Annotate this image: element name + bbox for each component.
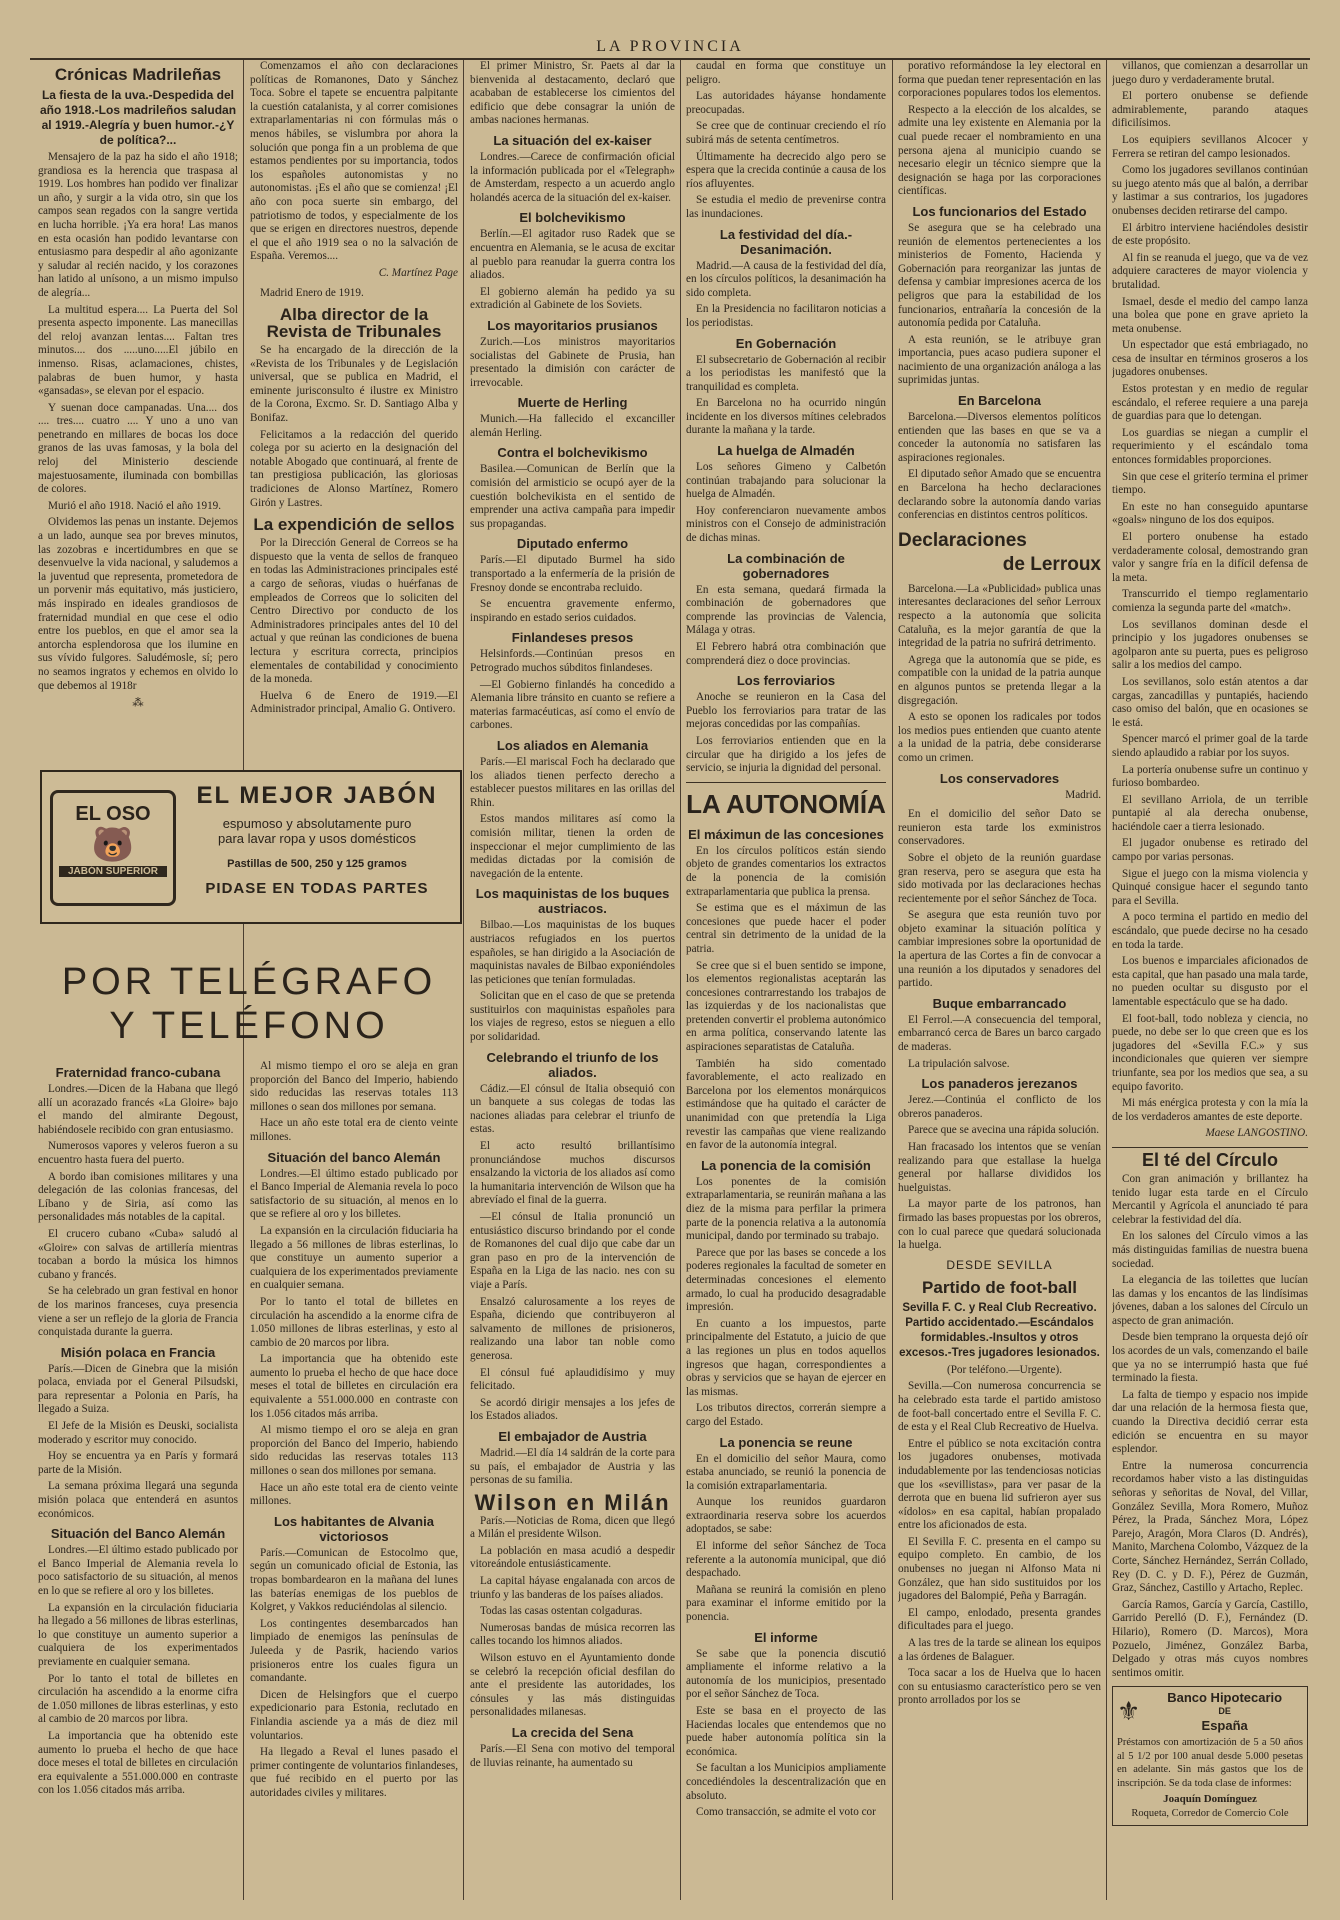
- paragraph: Se acordó dirigir mensajes a los jefes de los Estados aliados.: [470, 1396, 675, 1423]
- paragraph: Bilbao.—Los maquinistas de los buques austriacos refugiados en los puertos españoles, se han dirigido a la Asociación de maquinistas navales de Bilbao exponiéndoles las peticiones que tenían formuladas.: [470, 919, 675, 986]
- headline: La situación del ex-kaiser: [493, 132, 652, 148]
- paragraph: Cádiz.—El cónsul de Italia obsequió con un banquete a sus colegas de todas las naciones aliadas para celebrar el triunfo de estas.: [470, 1082, 675, 1136]
- paragraph: Los sevillanos dominan desde el principio y los jugadores onubenses se agolparon ante su puerta, pues es peligroso salir a los medios del campo.: [1112, 618, 1308, 672]
- headline: Wilson en Milán: [474, 1489, 671, 1515]
- paragraph: El acto resultó brillantísimo pronunciándose muchos discursos ensalzando la victoria de los aliados así como la humanitaria intervención de Wilson que ha abrevíado el final de la guerra.: [470, 1140, 675, 1207]
- paragraph: Se sabe que la ponencia discutió ampliamente el informe relativo a la autonomía de los municipios, presentado por el señor Sánchez de Toca.: [686, 1647, 886, 1701]
- paragraph: El Ferrol.—A consecuencia del temporal, embarrancó cerca de Bares un barco cargado de maderas.: [898, 1013, 1101, 1054]
- paragraph: A esta reunión, se le atribuye gran importancia, pues acaso pudiera suponer el nacimiento de una organización análoga a las suprimidas juntas.: [898, 333, 1101, 387]
- paragraph: Wilson estuvo en el Ayuntamiento donde se celebró la recepción oficial desfilan do ante el presidente las autoridades, los cónsules y las más distinguidas personalidades milanesas.: [470, 1652, 675, 1719]
- paragraph: El foot-ball, todo nobleza y ciencia, no puede, no debe ser lo que creen que es los jugadores del «Sevilla F.C.» y sus incondicionales que quieren ver siempre triunfante, sea por los medios que sea, a su equipo favorito.: [1112, 1012, 1308, 1093]
- headline: El máximun de las concesiones: [688, 826, 884, 842]
- paragraph: Huelva 6 de Enero de 1919.—El Administrador principal, Amalio G. Ontivero.: [250, 689, 458, 716]
- paragraph: Los buenos e imparciales aficionados de esta capital, que han pasado una mala tarde, no pueden ocultar su disgusto por el lamentable espectáculo que se ha dado.: [1112, 955, 1308, 1008]
- bank-advertisement: [1112, 1686, 1308, 1825]
- brand-slogan: JABÓN SUPERIOR: [59, 866, 167, 877]
- paragraph: El crucero cubano «Cuba» saludó al «Gloire» con salvas de artillería mientras tocaban a bordo la música los himnos cubano y francés.: [38, 1227, 238, 1281]
- soap-advertisement: [40, 770, 462, 924]
- paragraph: París.—El mariscal Foch ha declarado que los aliados tienen perfecto derecho a establecer puestos militares en las orillas del Rhin.: [470, 755, 675, 809]
- paragraph: En el domicilio del señor Maura, como estaba anunciado, se reunió la ponencia de la comisión extraparlamentaria.: [686, 1452, 886, 1492]
- signature: C. Martínez Page: [378, 266, 458, 279]
- paragraph: El sevillano Arriola, de un terrible puntapié al ala derecha onubense, haciéndole caer a tierra lesionado.: [1112, 793, 1308, 833]
- paragraph: Sevilla.—Con numerosa concurrencia se ha celebrado esta tarde el partido amistoso de foot-ball concertado entre el Sevilla F. C. de esta y el Real Club Recreativo de Huelva.: [898, 1380, 1101, 1434]
- paragraph: Como transacción, se admite el voto cor: [696, 1806, 876, 1819]
- dateline: Madrid.: [1065, 788, 1101, 801]
- paragraph: La elegancia de las toilettes que lucían las damas y los encantos de las lindísimas jóvenes, daban a los salones del Círculo un aspecto de gran animación.: [1112, 1274, 1308, 1327]
- headline: El informe: [754, 1629, 818, 1645]
- bank-agent: Joaquín Domínguez: [1163, 1793, 1257, 1806]
- paragraph: También ha sido comentado favorablemente, el acto realizado en Barcelona por los elementos monárquicos estimándose que ha quitado el carácter de unanimidad con que pretendía la Liga revestir las campañas que viene realizando en favor de la autonomía integral.: [686, 1057, 886, 1152]
- column-4: [686, 60, 886, 1900]
- ad-line: para lavar ropa y usos domésticos: [218, 831, 416, 846]
- column-rule: [680, 60, 681, 1900]
- headline: En Barcelona: [957, 393, 1042, 409]
- paragraph: El jugador onubense es retirado del campo por varias personas.: [1112, 837, 1308, 864]
- paragraph: Los ferroviarios entienden que en la circular que ha dirigido a los jefes de servicio, se injuria la dignidad del personal.: [686, 734, 886, 775]
- paragraph: Al fin se reanuda el juego, que va de vez adquiere caracteres de mayor violencia y brutalidad.: [1112, 251, 1308, 291]
- paragraph: Se estima que es el máximun de las concesiones que puede hacer el poder central sin detrimento de la unidad de la patria.: [686, 902, 886, 955]
- paragraph: Por la Dirección General de Correos se ha dispuesto que la venta de sellos de franqueo en todas las Administraciones principales esté a cargo de señoras, viudas o huérfanas de empleados de Correos que lo soliciten del Centro Directivo por conducto de los Administradores principales antes del 10 del actual y que reúnan las condiciones de buena lectura y escritura correcta, principios elementales de contabilidad y conocimiento de la moneda.: [250, 537, 458, 686]
- paragraph: Los señores Gimeno y Calbetón continúan trabajando para solucionar la huelga de Almadén.: [686, 461, 886, 501]
- paragraph: París.—Dicen de Ginebra que la misión polaca, enviada por el General Pilsudski, para representar a Polonia en París, ha llegado a Suiza.: [38, 1362, 238, 1416]
- paragraph: Hace un año este total era de ciento veinte millones.: [250, 1481, 458, 1508]
- paragraph: Se estudia el medio de prevenirse contra las inundaciones.: [686, 194, 886, 220]
- article-title: Crónicas Madrileñas: [54, 65, 222, 84]
- paragraph: García Ramos, García y García, Castillo, Garrido Perelló (D. F.), Fernández (D. Hilario), Romero (D. Marcos), Mora Pozuelo, Jiménez, González Barba, Delgado y otras más cuyos nombres sentimos omitir.: [1112, 1598, 1308, 1679]
- paragraph: Se encuentra gravemente enfermo, inspirando en estado serios cuidados.: [470, 598, 675, 624]
- paragraph: Parece que se avecina una rápida solución.: [908, 1124, 1100, 1137]
- paragraph: Todas las casas ostentan colgaduras.: [480, 1605, 643, 1618]
- paragraph: Ismael, desde el medio del campo lanza una bolea que pone en grave aprieto la meta onubense.: [1112, 295, 1308, 335]
- paragraph: El primer Ministro, Sr. Paets al dar la bienvenida al destacamento, declaró que acababan de establecerse los cimientos del edificio que debe consagrar la unión de ambas naciones hermanas.: [470, 60, 675, 127]
- headline: Situación del banco Alemán: [267, 1149, 441, 1165]
- headline: La ponencia se reune: [719, 1434, 853, 1450]
- paragraph: En este no han conseguido apuntarse «goals» ninguno de los dos equipos.: [1112, 500, 1308, 527]
- paragraph: Solicitan que en el caso de que se pretenda sustituirlos con maquinistas españoles para los viajes de regreso, estos se nieguen a ello por solidaridad.: [470, 990, 675, 1044]
- paragraph: El informe del señor Sánchez de Toca referente a la autonomía municipal, que dió despachado.: [686, 1540, 886, 1580]
- paragraph: Madrid.—El día 14 saldrán de la corte para su país, el embajador de Austria y las personas de su familia.: [470, 1446, 675, 1487]
- paragraph: Los equipiers sevillanos Alcocer y Ferrera se retiran del campo lesionados.: [1112, 133, 1308, 160]
- bear-icon: 🐻: [91, 826, 135, 864]
- headline: Misión polaca en Francia: [60, 1344, 216, 1360]
- paragraph: En la Presidencia no facilitaron noticias a los periodistas.: [686, 303, 886, 329]
- bank-country: España: [1201, 1717, 1248, 1733]
- paragraph: Al mismo tiempo el oro se aleja en gran proporción del Banco del Imperio, habiendo sido reducidas las reservas totales 113 millones o sean dos millones por semana.: [250, 1424, 458, 1478]
- headline: La combinación de gobernadores: [727, 550, 845, 581]
- paragraph: París.—Noticias de Roma, dicen que llegó a Milán el presidente Wilson.: [470, 1514, 675, 1541]
- paragraph: Barcelona.—La «Publicidad» publica unas interesantes declaraciones del señor Lerroux respecto a la autonomía que solicita Cataluña, es la mejor garantía de que la integridad de la patria no sufrirá detrimento.: [898, 582, 1101, 650]
- paragraph: La importancia que ha obtenido este aumento lo prueba el hecho de que hace doce meses el total de billetes en circulación era equivalente a 551.000.000 en contraste con los 1.056 citados más arriba.: [250, 1353, 458, 1420]
- signature: Maese LANGOSTINO.: [1205, 1127, 1308, 1140]
- headline: Los habitantes de Alvania victoriosos: [274, 1513, 434, 1544]
- paragraph: Toca sacar a los de Huelva que lo hacen con su entusiasmo característico pero se ven pronto arrollados por los se: [898, 1667, 1101, 1707]
- paragraph: Parece que por las bases se concede a los poderes regionales la facultad de someter en determinadas concesiones el elemento armado, lo cual ha producido desagradable impresión.: [686, 1246, 886, 1314]
- paragraph: Jerez.—Continúa el conflicto de los obreros panaderos.: [898, 1094, 1101, 1120]
- paragraph: Mensajero de la paz ha sido el año 1918; grandiosa es la herencia que traspasa al 1919. Los hombres han podido ver finalizar un año, y surgir a la vida otro, sin que los campos sean regados con la sangre vertida en lucha horrible. ¡Ya era hora! Las manos en esta ocasión han podido levantarse con entusiasmo para despedir al año agonizante y saludar al recién nacido, y los corazones han latido al unísono, a un mismo impulso de alegría...: [38, 151, 238, 299]
- bank-name: [1146, 1691, 1303, 1732]
- paragraph: A las tres de la tarde se alinean los equipos a las órdenes de Balaguer.: [898, 1637, 1101, 1663]
- paragraph: Respecto a la elección de los alcaldes, se admite una ley existente en Alemania por la cual puede recaer el nombramiento en una persona ajena al municipio cuando se necesario elegir un técnico siempre que la designación se haga por las corporaciones científicas.: [898, 103, 1101, 198]
- paragraph: villanos, que comienzan a desarrollar un juego duro y verdaderamente brutal.: [1112, 60, 1308, 86]
- paragraph: Las autoridades háyanse hondamente preocupadas.: [686, 90, 886, 116]
- paragraph: Como los jugadores sevillanos continúan su juego atento más que al balón, a derribar y lastimar a sus contrarios, los jugadores onubenses deciden retirarse del campo.: [1112, 164, 1308, 217]
- paragraph: porativo reformándose la ley electoral en forma que puedan tener representación en las corporaciones populares todos los elementos.: [898, 60, 1101, 100]
- paragraph: A esto se oponen los radicales por todos los medios pues entienden que cuanto atente a la unidad de la patria, debe considerarse como un crimen.: [898, 711, 1101, 764]
- paragraph: Por lo tanto el total de billetes en circulación ha ascendido a la enorme cifra de 1.050 millones de libras esterlinas, y esto al cambio de 20 marcos por libra.: [250, 1295, 458, 1349]
- paragraph: Al mismo tiempo el oro se aleja en gran proporción del Banco del Imperio, habiendo sido reducidas las reservas totales 113 millones o sean dos millones por semana.: [250, 1060, 458, 1113]
- headline: El bolchevikismo: [519, 210, 626, 226]
- paragraph: París.—El diputado Burmel ha sido transportado a la enfermería de la prisión de Fresnoy donde se encontraba recluido.: [470, 554, 675, 594]
- paragraph: La capital háyase engalanada con arcos de triunfo y las banderas de los países aliados.: [470, 1575, 675, 1601]
- paragraph: Sigue el juego con la misma violencia y Quinqué consigue hacer el segundo tanto para el Sevilla.: [1112, 867, 1308, 907]
- headline: Los ferroviarios: [736, 673, 836, 689]
- column-3: [470, 60, 675, 1900]
- headline: Fraternidad franco-cubana: [55, 1065, 221, 1080]
- ad-line: PIDASE EN TODAS PARTES: [205, 880, 429, 897]
- paragraph: Entre la numerosa concurrencia recordamos haber visto a las distinguidas señoras y señoritas de Noval, del Villar, González Sevilla, Mora Romero, Muñoz Pérez, la Prada, Sánchez Mora, López Parejo, Aragón, Mora Claros (D. Andrés), Manito, Marchena Colombo, Vázquez de la Corte, Sánchez Hernández, Serrán Collado, Rey (D. C. y D. F.), Pérez de Guzmán, Graz, Sánchez, Castillo y Artacho, Replec.: [1112, 1459, 1308, 1595]
- masthead: LA PROVINCIA: [30, 36, 1310, 60]
- paragraph: La tripulación salvose.: [908, 1057, 1010, 1070]
- section-title-line: POR TELÉGRAFO: [61, 961, 437, 1003]
- paragraph: Anoche se reunieron en la Casa del Pueblo los ferroviarios para tratar de las mejoras concedidas por las compañías.: [686, 691, 886, 731]
- paragraph: Un espectador que está embriagado, no cesa de insultar en términos groseros a los jugadores onubenses.: [1112, 339, 1308, 379]
- brand-name: EL OSO: [75, 803, 151, 825]
- separator: ⁂: [132, 697, 144, 710]
- paragraph: La expansión en la circulación fiduciaria ha llegado a 56 millones de libras esterlinas, lo que constituye un aumento superior a cualquiera de los experimentados previamente en cualquier semana.: [250, 1224, 458, 1292]
- paragraph: En los círculos políticos están siendo objeto de grandes comentarios los extractos de la ponencia de la comisión extraparlamentaria que publica la prensa.: [686, 844, 886, 898]
- paragraph: —El Gobierno finlandés ha concedido a Alemania libre tránsito en cuanto se refiere a materias farmacéuticas, así como el envío de carbones.: [470, 678, 675, 732]
- paragraph: El cónsul fué aplaudidísimo y muy felicitado.: [470, 1366, 675, 1393]
- paragraph: Sin que cese el griterío termina el primer tiempo.: [1112, 470, 1308, 497]
- paragraph: Londres.—Carece de confirmación oficial la información publicada por el «Telegraph» de Amsterdam, respecto a un acuerdo anglo holandés acerca de la situación del ex-kaiser.: [470, 150, 675, 204]
- paragraph: Helsinfords.—Continúan presos en Petrogrado muchos súbditos finlandeses.: [470, 648, 675, 674]
- paragraph: Estos mandos militares así como la comisión militar, tienen la orden de inspeccionar el mejor cumplimiento de las medidas dictadas por la comisión de navegación de la entente.: [470, 813, 675, 880]
- paragraph: Los sevillanos, solo están atentos a dar cargas, zancadillas y puntapiés, haciendo caso omiso del balón, que en ocasiones se le está.: [1112, 675, 1308, 729]
- paragraph: Munich.—Ha fallecido el excanciller alemán Herling.: [470, 413, 675, 439]
- paragraph: La semana próxima llegará una segunda misión polaca que entenderá en asuntos económicos.: [38, 1480, 238, 1520]
- section-title-line: Y TELÉFONO: [109, 1005, 389, 1047]
- paragraph: El campo, enlodado, presenta grandes dificultades para el juego.: [898, 1606, 1101, 1633]
- column-rule: [463, 60, 464, 1900]
- paragraph: Spencer marcó el primer goal de la tarde siendo aplaudido a rabiar por los suyos.: [1112, 733, 1308, 759]
- paragraph: La multitud espera.... La Puerta del Sol presenta aspecto imponente. Las manecillas del reloj avanzan lentas.... Faltan tres minutos.... dos .....uno.....El júbilo en inmenso. Risas, aclamaciones, chistes, palabras de buen humor, y hasta «gansadas», se elevan por el espacio.: [38, 303, 238, 398]
- column-2-top: [250, 60, 458, 750]
- paragraph: Se ha celebrado un gran festival en honor de los marinos franceses, cuya presencia viene a ser un reflejo de la gloria de Francia conquistada durante la guerra.: [38, 1285, 238, 1339]
- subheadline: Sevilla F. C. y Real Club Recreativo. Partido accidentado.—Escándalos formidables.-Insultos y otros excesos.-Tres jugadores lesionados.: [899, 1301, 1100, 1359]
- headline: Diputado enfermo: [516, 536, 629, 552]
- paragraph: (Por teléfono.—Urgente).: [946, 1363, 1063, 1376]
- paragraph: El gobierno alemán ha pedido ya su extradición al Gabinete de los Soviets.: [470, 285, 675, 312]
- headline: Contra el bolchevikismo: [497, 445, 648, 461]
- headline: Los aliados en Alemania: [496, 737, 649, 753]
- headline: El té del Círculo: [1112, 1147, 1308, 1169]
- headline: Los funcionarios del Estado: [912, 203, 1087, 219]
- column-5: [898, 60, 1101, 1900]
- paragraph: Los tributos directos, correrán siempre a cargo del Estado.: [686, 1402, 886, 1428]
- paragraph: Los contingentes desembarcados han limpiado de enemigos las penínsulas de Juleeda y de Pasrik, haciendo varios prisioneros entre los cuales figura un comandante.: [250, 1617, 458, 1685]
- headline: Partido de foot-ball: [922, 1277, 1077, 1297]
- headline: Celebrando el triunfo de los aliados.: [486, 1049, 659, 1080]
- paragraph: La expansión en la circulación fiduciaria ha llegado a 56 millones de libras esterlinas, lo que constituye un aumento superior a cualquiera de los experimentados previamente en cualquier semana.: [38, 1601, 238, 1668]
- headline: Finlandeses presos: [511, 630, 634, 646]
- headline: Alba director de la Revista de Tribunales: [266, 305, 442, 342]
- paragraph: Londres.—Dicen de la Habana que llegó allí un acorazado francés «La Gloire» bajo el mando del almirante Degoust, habiéndosele recibido con gran entusiasmo.: [38, 1083, 238, 1136]
- headline: La huelga de Almadén: [717, 443, 855, 459]
- paragraph: El subsecretario de Gobernación al recibir a los periodistas les manifestó que la tranquilidad es completa.: [686, 353, 886, 393]
- column-2-bottom: [250, 1060, 458, 1900]
- paragraph: Con gran animación y brillantez ha tenido lugar esta tarde en el Círculo Mercantil y Agrícola el anunciado té para celebrar la festividad del día.: [1112, 1172, 1308, 1226]
- paragraph: Han fracasado los intentos que se venían realizando para que estallase la huelga general por hallarse divididos los huelguistas.: [898, 1141, 1101, 1194]
- paragraph: En esta semana, quedará firmada la combinación de gobernadores que comprende las provincias de Valencia, Málaga y otras.: [686, 583, 886, 637]
- paragraph: Desde bien temprano la orquesta dejó oír los acordes de un vals, comenzando el baile que ya no se interrumpió hasta que fué terminado la fiesta.: [1112, 1331, 1308, 1385]
- paragraph: Londres.—El último estado publicado por el Banco Imperial de Alemania revela lo poco satisfactorio de su situación, al menos en lo que se refiere al oro y los billetes.: [38, 1544, 238, 1597]
- paragraph: En los salones del Círculo vimos a las más distinguidas familias de nuestra buena sociedad.: [1112, 1230, 1308, 1270]
- soap-ad-text: [182, 782, 452, 897]
- paragraph: Se asegura que esta reunión tuvo por objeto examinar la situación política y cambiar impresiones sobre la oportunidad de la apertura de las Cortes a fin de convocar a una reunión a los diputados y senadores del partido.: [898, 909, 1101, 990]
- paragraph: Zurich.—Los ministros mayoritarios socialistas del Gabinete de Prusia, han presentado la dimisión con carácter de irrevocable.: [470, 335, 675, 389]
- paragraph: Se asegura que se ha celebrado una reunión de elementos pertenecientes a los ministerios de Fomento, Hacienda y Gobernación para reorganizar las juntas de defensa y cambiar impresiones acerca de los peligros que para la estabilidad de los funcionarios, entrañaría la concesión de la autonomía pedida por Cataluña.: [898, 221, 1101, 330]
- column-6: [1112, 60, 1308, 1900]
- paragraph: La falta de tiempo y espacio nos impide dar una relación de la hermosa fiesta que, cuando la Directiva decidió cerrar esta edición se encuentra en su mayor esplendor.: [1112, 1388, 1308, 1456]
- ad-headline: EL MEJOR JABÓN: [196, 782, 438, 809]
- paragraph: Agrega que la autonomía que se pide, es compatible con la unidad de la patria aunque en algunos puntos se pretenda llegar a la disgregación.: [898, 653, 1101, 707]
- paragraph: Se facultan a los Municipios ampliamente concediéndoles la descentralización que en absoluto.: [686, 1762, 886, 1802]
- column-1-top: [38, 60, 238, 750]
- article-subtitle: La fiesta de la uva.-Despedida del año 1918.-Los madrileños saludan al 1919.-Alegría y buen humor.-¿Y de política?...: [39, 88, 237, 147]
- paragraph: Barcelona.—Diversos elementos políticos entienden que las bases en que se va a conceder la autonomía no satisfaren las aspiraciones regionales.: [898, 411, 1101, 464]
- headline: Buque embarrancado: [932, 995, 1067, 1011]
- paragraph: A poco termina el partido en medio del escándalo, que puede decirse no ha cesado en toda la tarde.: [1112, 911, 1308, 951]
- paragraph: La mayor parte de los patronos, han firmado las bases propuestas por los obreros, con lo cual parece que quedará solucionada la huelga.: [898, 1198, 1101, 1252]
- headline: La crecida del Sena: [511, 1725, 634, 1740]
- paragraph: Berlín.—El agitador ruso Radek que se encuentra en Alemania, se le acusa de excitar al pueblo para reanudar la guerra contra los aliados.: [470, 228, 675, 282]
- paragraph: La importancia que ha obtenido este aumento lo prueba el hecho de que hace doce meses el total de billetes en circulación era equivalente a 551.000.000 en contraste con los 1.056 citados más arriba.: [38, 1729, 238, 1797]
- paragraph: La portería onubense sufre un continuo y furioso bombardeo.: [1112, 763, 1308, 790]
- paragraph: París.—Comunican de Estocolmo que, según un comunicado oficial de Estonia, las tropas bombardearon en la mañana del lunes las baterías enemigas de los pueblos de Kolgret, y Vakkos reduciéndolas al silencio.: [250, 1546, 458, 1614]
- paragraph: Aunque los reunidos guardaron extraordinaria reserva sobre los acuerdos adoptados, se sabe:: [686, 1496, 886, 1536]
- paragraph: Este se basa en el proyecto de las Haciendas locales que entendemos que no puede haber autonomía política sin la económica.: [686, 1705, 886, 1758]
- bank-address: Roqueta, Corredor de Comercio Cole: [1131, 1808, 1289, 1820]
- paragraph: Numerosos vapores y veleros fueron a su encuentro hasta fuera del puerto.: [38, 1140, 238, 1166]
- paragraph: Basilea.—Comunican de Berlín que la comisión del armisticio se ocupó ayer de la cuestión bolchevikista en el sentido de emprender una activa campaña para impedir sus propagandas.: [470, 463, 675, 530]
- paragraph: Últimamente ha decrecido algo pero se espera que la crecida continúe a causa de los ríos afluyentes.: [686, 150, 886, 190]
- headline: Los panaderos jerezanos: [921, 1076, 1078, 1092]
- paragraph: Hoy se encuentra ya en París y formará parte de la Misión.: [38, 1450, 238, 1476]
- paragraph: El Febrero habrá otra combinación que comprenderá diez o doce provincias.: [686, 641, 886, 667]
- paragraph: En cuanto a los impuestos, parte principalmente del Estatuto, a juicio de que a las regiones un plus en todos aquellos ingresos que hagan, correspondientes a obras y servicios que se hayan de ejercer en las mismas.: [686, 1317, 886, 1398]
- headline: La expendición de sellos: [253, 515, 455, 535]
- headline: La festividad del día.-Desanimación.: [719, 226, 853, 257]
- paragraph: —El cónsul de Italia pronunció un entusiástico discurso brindando por el conde de Romanones del cual dijo que cabe dar un gran paso en pro de la intervención de España en la Liga de las nacio. nes con su viaje a París.: [470, 1211, 675, 1291]
- paragraph: caudal en forma que constituye un peligro.: [686, 60, 886, 86]
- paragraph: El Jefe de la Misión es Deuski, socialista moderado y escritor muy conocido.: [38, 1420, 238, 1446]
- headline: La ponencia de la comisión: [701, 1157, 871, 1173]
- bank-de: DE: [1218, 1705, 1231, 1716]
- ad-line: Pastillas de 500, 250 y 125 gramos: [227, 858, 407, 870]
- paragraph: Los ponentes de la comisión extraparlamentaria, se reunirán mañana a las diez de la misma para perfilar la primera parte de la ponencia relativa a la autonomía municipal, dando por terminado su trabajo.: [686, 1175, 886, 1243]
- paragraph: El diputado señor Amado que se encuentra en Barcelona ha hecho declaraciones declarando sobre la autonomía dando varias conferencias en distintos centros políticos.: [898, 468, 1101, 522]
- column-1-bottom: [38, 1060, 238, 1900]
- headline: de Lerroux: [1002, 553, 1101, 575]
- paragraph: Entre el público se nota excitación contra los jugadores onubenses, motivada indudablemente por las tendenciosas noticias que los «sevillistas», para ver pasar de la derrota que en buena lid sufrieron ayer sus «ídolos» en esa capital, habían propalado entre los aficionados de esta.: [898, 1437, 1101, 1532]
- headline: Los conservadores: [939, 770, 1060, 786]
- paragraph: El portero onubense ha estado verdaderamente colosal, demostrando gran valor y sangre fría en la difícil defensa de la meta.: [1112, 531, 1308, 584]
- paragraph: Numerosas bandas de música recorren las calles tocando los himnos aliados.: [470, 1621, 675, 1648]
- headline: Los mayoritarios prusianos: [487, 317, 658, 333]
- paragraph: Préstamos con amortización de 5 a 50 años al 5 1/2 por 100 anual desde 5.000 pesetas en adelante. Sin más gastos que los de inscripción. Se da toda clase de informes:: [1117, 1737, 1303, 1789]
- paragraph: En Barcelona no ha ocurrido ningún incidente en los diversos mítines celebrados durante la mañana y la tarde.: [686, 397, 886, 437]
- section-label: DESDE SEVILLA: [946, 1257, 1053, 1272]
- section-headline: LA AUTONOMÍA: [686, 782, 886, 821]
- paragraph: Se ha encargado de la dirección de la «Revista de los Tribunales y de Legislación universal, que se publica en Madrid, el eminente jurisconsulto é ilustre ex Ministro de la Corona, Excmo. Sr. D. Santiago Alba y Bonifaz.: [250, 344, 458, 425]
- paragraph: Mi más enérgica protesta y con la mía la de los verdaderos amantes de este deporte.: [1112, 1097, 1308, 1123]
- bank-header: [1117, 1691, 1303, 1732]
- paragraph: Los guardias se niegan a cumplir el requerimiento y el escándalo toma entonces formidables proporciones.: [1112, 426, 1308, 467]
- paragraph: Y suenan doce campanadas. Una.... dos .... tres.... cuatro .... Y uno a uno van penetrando en millares de bocas los doce granos de las uvas famosas, y la bola del reloj del Ministerio desciende majestuosamente, iluminada con bombillas de colores.: [38, 401, 238, 496]
- paragraph: Comenzamos el año con declaraciones políticas de Romanones, Dato y Sánchez Toca. Sobre el tapete se encuentra palpitante la cuestión catalanista, y al correr comisiones extraparlamentarias ni con fórmulas más o menos hábiles, se vislumbra por ahora la solución que ponga fin a un problema de que estamos pendientes por su importancia, todos los españoles autonomistas y no autonomistas. ¡Es el año que se comienza! ¡El año con poca suerte sin embargo, del patriotismo de todos, y especialmente de los que se erigen en directores nuestros, depende el que el año 1919 sea o no la salvación de España. Veremos....: [250, 60, 458, 263]
- headline: En Gobernación: [735, 335, 837, 351]
- paragraph: Transcurrido el tiempo reglamentario comienza la segunda parte del «match».: [1112, 588, 1308, 614]
- column-rule: [1106, 60, 1107, 1900]
- bank-title: Banco Hipotecario: [1167, 1690, 1283, 1706]
- paragraph: El Sevilla F. C. presenta en el campo su equipo completo. En cambio, de los onubenses no juegan ni Alfonso Mata ni González, que han sido sustituidos por los jugadores del Balompié, Peña y Barragán.: [898, 1535, 1101, 1603]
- column-rule: [892, 60, 893, 1900]
- crest-icon: ⚜: [1117, 1696, 1141, 1726]
- paragraph: En el domicilio del señor Dato se reunieron esta tarde los exministros conservadores.: [898, 808, 1101, 848]
- headline: Declaraciones: [898, 529, 1027, 551]
- paragraph: Madrid.—A causa de la festividad del día, en los círculos políticos, la desanimación ha sido completa.: [686, 259, 886, 299]
- paragraph: La población en masa acudió a despedir vitoreándole entusiásticamente.: [470, 1544, 675, 1571]
- paragraph: Olvidemos las penas un instante. Dejemos a un lado, aunque sea por breves minutos, las zozobras e incertidumbres en que se desenvuelve la vida nacional, y saludemos a la juventud que representa, prometedora de un porvenir más equitativo, más justiciero, más inspirado en ideales grandiosos de fraternidad mundial en que cese el odio entre los pueblos, en que el amor sea la antorcha esplendorosa que los ilumine en sus vívido fulgores. Saludémosle, sí; pero no seamos ingratos y echemos en olvido lo que debemos al 1918r: [38, 516, 238, 692]
- paragraph: Ensalzó calurosamente a los reyes de España, diciendo que contribuyeron al salvamento de millones de prisioneros, realizando una labor tan noble como generosa.: [470, 1295, 675, 1362]
- headline: Muerte de Herling: [517, 395, 628, 411]
- paragraph: Hace un año este total era de ciento veinte millones.: [250, 1117, 458, 1143]
- paragraph: París.—El Sena con motivo del temporal de lluvias reinante, ha aumentado su: [470, 1743, 675, 1769]
- headline: Situación del Banco Alemán: [50, 1526, 226, 1542]
- paragraph: Ha llegado a Reval el lunes pasado el primer contingente de voluntarios finlandeses, que fué recibido en el puerto por las autoridades civiles y militares.: [250, 1746, 458, 1799]
- soap-bar: [50, 790, 176, 906]
- ad-line: espumoso y absolutamente puro: [222, 816, 412, 831]
- paragraph: Se cree que si el buen sentido se impone, los elementos regionalistas aceptarán las concesiones contrarrestando los trabajos de las izquierdas y de los nacionalistas que pretenden convertir el problema autonómico en arma política, conservando latente las aspiraciones separatistas de Cataluña.: [686, 959, 886, 1054]
- paragraph: Sobre el objeto de la reunión guardase gran reserva, pero se asegura que esta ha sido motivada por las declaraciones hechas recientemente por el señor Sánchez de Toca.: [898, 851, 1101, 905]
- paragraph: El portero onubense se defiende admirablemente, parando ataques dificilísimos.: [1112, 90, 1308, 130]
- section-title: [40, 960, 458, 1048]
- paragraph: Dicen de Helsingfors que el cuerpo expedicionario para Estonia, reclutado en Finlandia asciende ya a más de diez mil voluntarios.: [250, 1688, 458, 1742]
- paragraph: Hoy conferenciaron nuevamente ambos ministros con el Consejo de administración de dichas minas.: [686, 504, 886, 545]
- paragraph: Se cree que de continuar creciendo el río subirá más de setenta centímetros.: [686, 120, 886, 146]
- paragraph: Felicitamos a la redacción del querido colega por su acierto en la designación del notable Abogado que continuará, al frente de tan prestigiosa publicación, las gloriosas tradiciones de Alonso Martínez, Romero Girón y Lastres.: [250, 428, 458, 509]
- paragraph: A bordo iban comisiones militares y una delegación de las colonias francesas, del Líbano y de Siria, así como las personalidades más notables de la capital.: [38, 1170, 238, 1224]
- paragraph: El árbitro interviene haciéndoles desistir de este propósito.: [1112, 221, 1308, 248]
- headline: El embajador de Austria: [498, 1428, 647, 1444]
- paragraph: Mañana se reunirá la comisión en pleno para examinar el informe emitido por la ponencia.: [686, 1583, 886, 1624]
- paragraph: Estos protestan y en medio de regular escándalo, el referee requiere a una pareja de guardias para que lo detengan.: [1112, 383, 1308, 423]
- paragraph: Murió el año 1918. Nació el año 1919.: [48, 499, 222, 512]
- headline: Los maquinistas de los buques austriacos.: [475, 886, 670, 917]
- paragraph: Por lo tanto el total de billetes en circulación ha ascendido a la enorme cifra de 1.050 millones de libras esterlinas, y esto al cambio de 20 marcos por libra.: [38, 1672, 238, 1726]
- dateline: Madrid Enero de 1919.: [260, 286, 364, 299]
- paragraph: Londres.—El último estado publicado por el Banco Imperial de Alemania revela lo poco satisfactorio de su situación, al menos en lo que se refiere al oro y los billetes.: [250, 1167, 458, 1221]
